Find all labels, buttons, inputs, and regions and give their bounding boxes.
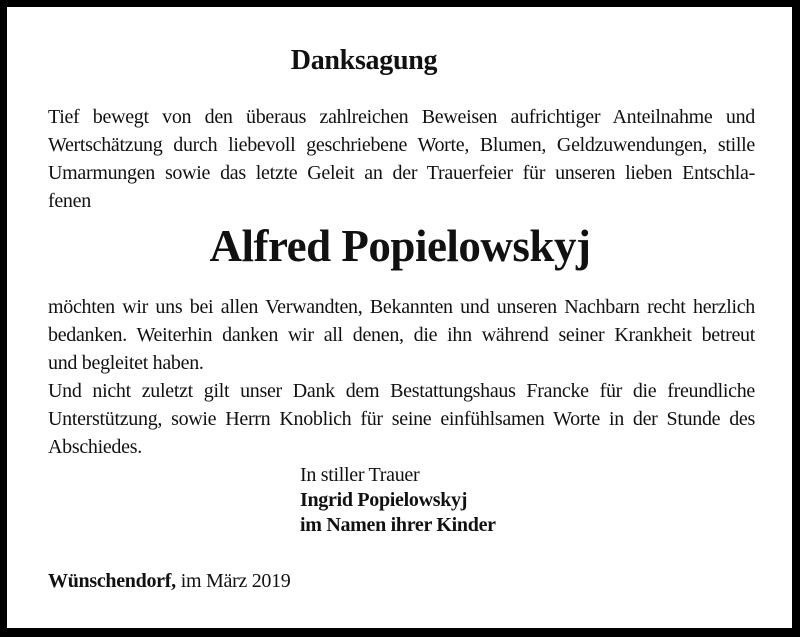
thanks-paragraph	[48, 293, 755, 461]
intro-line: Tief bewegt von den überaus zahlreichen Beweisen aufrichtiger Anteilnahme und	[48, 106, 755, 128]
deceased-name: Alfred Popielowskyj	[209, 221, 591, 271]
intro-line: Wertschätzung durch liebevoll geschriebene Worte, Blumen, Geldzuwendungen, stille	[48, 134, 755, 156]
closing-relation: im Namen ihrer Kinder	[300, 514, 496, 536]
intro-line: Umarmungen sowie das letzte Geleit an der Trauerfeier für unseren lieben Entschla-	[48, 162, 755, 184]
dateline-date: im März 2019	[180, 570, 291, 592]
closing-block	[300, 463, 496, 538]
dateline	[48, 569, 291, 593]
intro-line: fenen	[48, 190, 91, 212]
thanks-line: und begleitet haben.	[48, 352, 204, 374]
thanks-line: Unterstützung, sowie Herrn Knoblich für seine einfühlsamen Worte in der Stunde des	[48, 408, 755, 430]
thanks-line: bedanken. Weiterhin danken wir all denen, die ihn während seiner Krankheit betreut	[48, 324, 755, 346]
thanks-line: möchten wir uns bei allen Verwandten, Bekannten und unseren Nachbarn recht herzlich	[48, 296, 755, 318]
dateline-place: Wünschendorf,	[48, 570, 176, 592]
closing-mourner-name: Ingrid Popielowskyj	[300, 489, 468, 511]
closing-salutation: In stiller Trauer	[300, 464, 420, 486]
thanks-line: Abschiedes.	[48, 436, 142, 458]
notice-title: Danksagung	[290, 45, 438, 76]
thanks-line: Und nicht zuletzt gilt unser Dank dem Bestattungshaus Francke für die freundliche	[48, 380, 755, 402]
intro-paragraph	[48, 103, 755, 215]
